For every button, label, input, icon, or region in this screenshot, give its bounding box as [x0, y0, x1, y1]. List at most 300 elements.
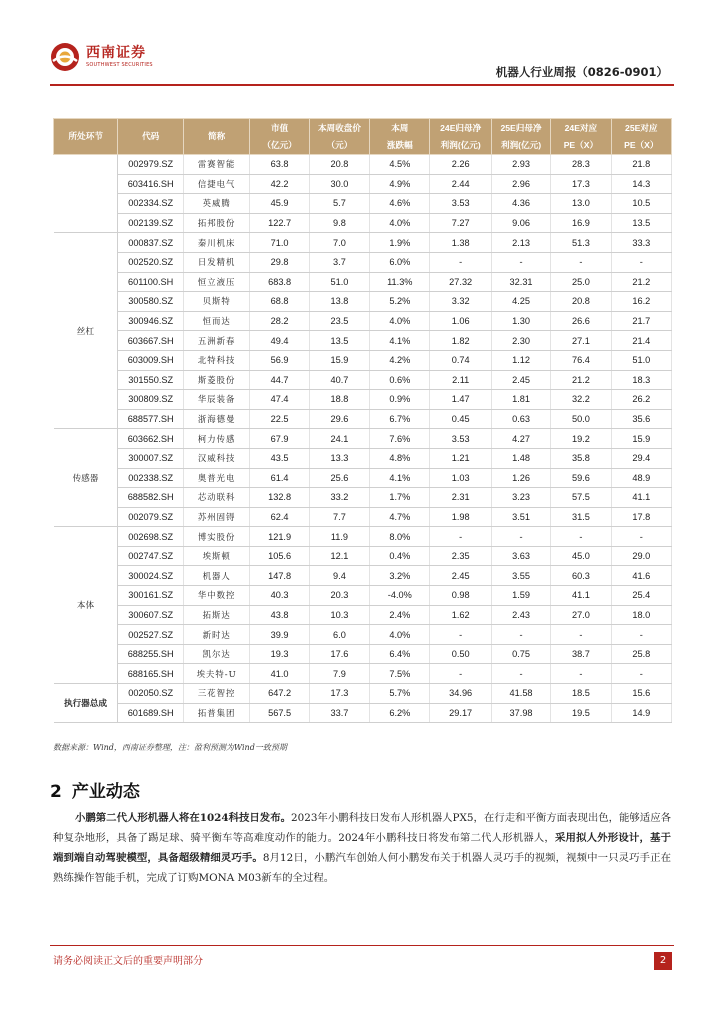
value-cell: 2.26: [430, 155, 491, 175]
table-row: [54, 272, 672, 292]
value-cell: 41.0: [250, 664, 309, 684]
value-cell: 1.30: [491, 311, 550, 331]
value-cell: 34.96: [430, 684, 491, 704]
column-header-line: PE（X）: [624, 139, 659, 150]
stock-code-cell: 002079.SZ: [118, 507, 183, 527]
value-cell: 0.74: [430, 350, 491, 370]
column-header: [309, 119, 369, 155]
value-cell: 29.8: [250, 252, 309, 272]
value-cell: 11.9: [309, 527, 369, 547]
stock-code-cell: 300024.SZ: [118, 566, 183, 586]
value-cell: 20.3: [309, 586, 369, 606]
value-cell: 7.9: [309, 664, 369, 684]
value-cell: 51.0: [611, 350, 671, 370]
value-cell: 18.3: [611, 370, 671, 390]
stock-code-cell: 688165.SH: [118, 664, 183, 684]
column-header: [183, 119, 250, 155]
value-cell: 10.5: [611, 194, 671, 214]
value-cell: -: [611, 252, 671, 272]
column-header-line: 本周收盘价: [317, 122, 361, 133]
value-cell: 3.7: [309, 252, 369, 272]
stock-name-cell: 拓邦股份: [183, 213, 250, 233]
value-cell: 5.7%: [370, 684, 430, 704]
column-header: [118, 119, 183, 155]
column-header: [370, 119, 430, 155]
value-cell: 647.2: [250, 684, 309, 704]
value-cell: 25.6: [309, 468, 369, 488]
value-cell: 1.7%: [370, 488, 430, 508]
stock-code-cell: 688255.SH: [118, 644, 183, 664]
value-cell: 49.4: [250, 331, 309, 351]
value-cell: 122.7: [250, 213, 309, 233]
table-row: [54, 605, 672, 625]
value-cell: 29.4: [611, 448, 671, 468]
value-cell: 0.98: [430, 586, 491, 606]
header-divider: [50, 84, 674, 86]
value-cell: 42.2: [250, 174, 309, 194]
table-row: [54, 664, 672, 684]
value-cell: 2.45: [491, 370, 550, 390]
value-cell: 45.9: [250, 194, 309, 214]
value-cell: 15.6: [611, 684, 671, 704]
stock-code-cell: 000837.SZ: [118, 233, 183, 253]
value-cell: 28.3: [551, 155, 611, 175]
stock-name-cell: 奥普光电: [183, 468, 250, 488]
stock-code-cell: 603009.SH: [118, 350, 183, 370]
value-cell: 19.3: [250, 644, 309, 664]
logo-chinese-name: 西南证券: [86, 45, 146, 61]
value-cell: 2.31: [430, 488, 491, 508]
value-cell: 29.17: [430, 703, 491, 723]
table-row: [54, 252, 672, 272]
stock-code-cell: 601689.SH: [118, 703, 183, 723]
stock-name-cell: 华中数控: [183, 586, 250, 606]
value-cell: 1.21: [430, 448, 491, 468]
stock-name-cell: 埃夫特-U: [183, 664, 250, 684]
value-cell: 3.53: [430, 194, 491, 214]
value-cell: 15.9: [611, 429, 671, 449]
segment-cell: 传感器: [54, 429, 118, 527]
value-cell: 0.4%: [370, 546, 430, 566]
stock-name-cell: 浙海德曼: [183, 409, 250, 429]
table-row: [54, 644, 672, 664]
stock-name-cell: 汉威科技: [183, 448, 250, 468]
value-cell: 24.1: [309, 429, 369, 449]
column-header-line: 25E归母净: [500, 122, 542, 133]
value-cell: 63.8: [250, 155, 309, 175]
table-row: [54, 527, 672, 547]
value-cell: 47.4: [250, 390, 309, 410]
stock-name-cell: 恒而达: [183, 311, 250, 331]
value-cell: 4.2%: [370, 350, 430, 370]
stock-name-cell: 拓斯达: [183, 605, 250, 625]
value-cell: -: [551, 625, 611, 645]
value-cell: 1.82: [430, 331, 491, 351]
value-cell: 11.3%: [370, 272, 430, 292]
value-cell: 3.55: [491, 566, 550, 586]
column-header: [551, 119, 611, 155]
table-row: [54, 684, 672, 704]
value-cell: 132.8: [250, 488, 309, 508]
value-cell: 0.9%: [370, 390, 430, 410]
value-cell: -: [551, 252, 611, 272]
value-cell: 1.38: [430, 233, 491, 253]
paragraph-text-1: 2023年小鹏科技日发布人形机器人PX5，在行走和平衡方面表现出色，能够适应各种复杂地形，具备了踢足球、骑平衡车等高难度动作的能力。2024年小鹏科技日将发布第二代人形机器人，: [53, 812, 671, 844]
table-row: [54, 586, 672, 606]
value-cell: 7.0: [309, 233, 369, 253]
value-cell: 13.8: [309, 292, 369, 312]
column-header-line: 代码: [142, 131, 160, 141]
value-cell: 41.58: [491, 684, 550, 704]
value-cell: 1.12: [491, 350, 550, 370]
table-row: [54, 507, 672, 527]
value-cell: 2.96: [491, 174, 550, 194]
value-cell: 51.3: [551, 233, 611, 253]
value-cell: 68.8: [250, 292, 309, 312]
value-cell: 41.1: [611, 488, 671, 508]
value-cell: -: [491, 252, 550, 272]
column-header-line: PE（X）: [563, 139, 599, 150]
value-cell: 21.2: [551, 370, 611, 390]
value-cell: -: [611, 527, 671, 547]
column-header-line: （元）: [326, 139, 353, 150]
value-cell: 17.3: [309, 684, 369, 704]
value-cell: 56.9: [250, 350, 309, 370]
table-row: [54, 429, 672, 449]
value-cell: 50.0: [551, 409, 611, 429]
table-row: [54, 370, 672, 390]
value-cell: 18.0: [611, 605, 671, 625]
stock-code-cell: 002979.SZ: [118, 155, 183, 175]
value-cell: 0.75: [491, 644, 550, 664]
table-row: [54, 390, 672, 410]
value-cell: 1.59: [491, 586, 550, 606]
value-cell: 76.4: [551, 350, 611, 370]
value-cell: 21.2: [611, 272, 671, 292]
stock-name-cell: 英威腾: [183, 194, 250, 214]
value-cell: 40.3: [250, 586, 309, 606]
stock-code-cell: 002139.SZ: [118, 213, 183, 233]
stock-code-cell: 601100.SH: [118, 272, 183, 292]
value-cell: 121.9: [250, 527, 309, 547]
stock-code-cell: 688577.SH: [118, 409, 183, 429]
value-cell: 7.5%: [370, 664, 430, 684]
stock-name-cell: 柯力传感: [183, 429, 250, 449]
value-cell: 62.4: [250, 507, 309, 527]
value-cell: -: [611, 664, 671, 684]
section-heading: [50, 777, 140, 802]
stock-code-cell: 002527.SZ: [118, 625, 183, 645]
value-cell: 2.43: [491, 605, 550, 625]
disclaimer-note: 请务必阅读正文后的重要声明部分: [53, 956, 203, 967]
value-cell: 26.2: [611, 390, 671, 410]
value-cell: 21.4: [611, 331, 671, 351]
value-cell: -: [491, 527, 550, 547]
value-cell: 2.45: [430, 566, 491, 586]
stock-name-cell: 北特科技: [183, 350, 250, 370]
stock-code-cell: 300007.SZ: [118, 448, 183, 468]
column-header: [250, 119, 309, 155]
value-cell: 29.6: [309, 409, 369, 429]
value-cell: 4.8%: [370, 448, 430, 468]
paragraph-text-2: 8月12日，小鹏汽车创始人何小鹏发布关于机器人灵巧手的视频，视频中一只灵巧手正在熟练操作智能手机，完成了订购MONA M03新车的全过程。: [53, 852, 671, 884]
stock-name-cell: 华辰装备: [183, 390, 250, 410]
stock-code-cell: 301550.SZ: [118, 370, 183, 390]
table-row: [54, 292, 672, 312]
value-cell: 1.62: [430, 605, 491, 625]
value-cell: 7.6%: [370, 429, 430, 449]
value-cell: 57.5: [551, 488, 611, 508]
value-cell: 4.36: [491, 194, 550, 214]
stock-name-cell: 芯动联科: [183, 488, 250, 508]
value-cell: 3.53: [430, 429, 491, 449]
value-cell: 7.7: [309, 507, 369, 527]
value-cell: 1.03: [430, 468, 491, 488]
value-cell: -: [430, 527, 491, 547]
value-cell: 2.35: [430, 546, 491, 566]
page-number: 2: [654, 952, 672, 970]
column-header: [491, 119, 550, 155]
table-row: [54, 488, 672, 508]
value-cell: 48.9: [611, 468, 671, 488]
value-cell: 1.48: [491, 448, 550, 468]
value-cell: 61.4: [250, 468, 309, 488]
value-cell: 25.0: [551, 272, 611, 292]
value-cell: 14.9: [611, 703, 671, 723]
logo: [50, 42, 153, 72]
value-cell: 15.9: [309, 350, 369, 370]
stock-code-cell: 300161.SZ: [118, 586, 183, 606]
stock-code-cell: 603416.SH: [118, 174, 183, 194]
value-cell: 1.26: [491, 468, 550, 488]
table-row: [54, 566, 672, 586]
stock-name-cell: 信捷电气: [183, 174, 250, 194]
table-row: [54, 468, 672, 488]
column-header: [430, 119, 491, 155]
value-cell: 5.2%: [370, 292, 430, 312]
value-cell: 16.9: [551, 213, 611, 233]
table-row: [54, 625, 672, 645]
value-cell: 567.5: [250, 703, 309, 723]
value-cell: 0.50: [430, 644, 491, 664]
stock-name-cell: 五洲新春: [183, 331, 250, 351]
value-cell: 2.4%: [370, 605, 430, 625]
value-cell: 1.06: [430, 311, 491, 331]
stock-name-cell: 机器人: [183, 566, 250, 586]
value-cell: 1.81: [491, 390, 550, 410]
table-row: [54, 194, 672, 214]
table-row: [54, 546, 672, 566]
table-row: [54, 703, 672, 723]
stock-code-cell: 603667.SH: [118, 331, 183, 351]
section-title: 产业动态: [71, 782, 140, 802]
value-cell: 2.93: [491, 155, 550, 175]
value-cell: 16.2: [611, 292, 671, 312]
value-cell: 4.6%: [370, 194, 430, 214]
paragraph-highlight: 采用拟人外形设计，基于端到端自动驾驶模型，具备超级精细灵巧手。: [53, 832, 671, 864]
value-cell: 7.27: [430, 213, 491, 233]
column-header-line: 市值: [270, 122, 289, 133]
value-cell: 25.4: [611, 586, 671, 606]
value-cell: 25.8: [611, 644, 671, 664]
value-cell: 1.9%: [370, 233, 430, 253]
value-cell: 41.6: [611, 566, 671, 586]
table-row: [54, 448, 672, 468]
stock-code-cell: 002698.SZ: [118, 527, 183, 547]
value-cell: 67.9: [250, 429, 309, 449]
value-cell: -4.0%: [370, 586, 430, 606]
value-cell: 40.7: [309, 370, 369, 390]
value-cell: 6.0%: [370, 252, 430, 272]
southwest-securities-logo-icon: [50, 42, 80, 72]
table-row: [54, 233, 672, 253]
stock-code-cell: 300809.SZ: [118, 390, 183, 410]
segment-cell: 执行器总成: [54, 684, 118, 723]
stock-code-cell: 002520.SZ: [118, 252, 183, 272]
value-cell: 4.5%: [370, 155, 430, 175]
value-cell: 21.7: [611, 311, 671, 331]
stock-code-cell: 300607.SZ: [118, 605, 183, 625]
value-cell: 4.27: [491, 429, 550, 449]
value-cell: 2.30: [491, 331, 550, 351]
value-cell: 27.0: [551, 605, 611, 625]
value-cell: 8.0%: [370, 527, 430, 547]
value-cell: 6.7%: [370, 409, 430, 429]
stock-name-cell: 恒立液压: [183, 272, 250, 292]
value-cell: 147.8: [250, 566, 309, 586]
value-cell: 32.2: [551, 390, 611, 410]
report-title: 机器人行业周报（0826-0901）: [495, 65, 668, 79]
value-cell: 31.5: [551, 507, 611, 527]
value-cell: 32.31: [491, 272, 550, 292]
value-cell: 17.8: [611, 507, 671, 527]
value-cell: 45.0: [551, 546, 611, 566]
column-header-line: 利润(亿元): [500, 139, 542, 150]
stock-name-cell: 新时达: [183, 625, 250, 645]
value-cell: 9.06: [491, 213, 550, 233]
paragraph-lead: 小鹏第二代人形机器人将在1024科技日发布。: [75, 812, 291, 824]
value-cell: -: [491, 664, 550, 684]
value-cell: 20.8: [551, 292, 611, 312]
value-cell: -: [491, 625, 550, 645]
value-cell: 19.2: [551, 429, 611, 449]
column-header-line: 利润(亿元): [440, 139, 481, 150]
value-cell: -: [430, 625, 491, 645]
value-cell: 3.2%: [370, 566, 430, 586]
value-cell: 43.8: [250, 605, 309, 625]
value-cell: 2.44: [430, 174, 491, 194]
value-cell: 4.1%: [370, 468, 430, 488]
value-cell: 1.98: [430, 507, 491, 527]
value-cell: -: [430, 664, 491, 684]
news-paragraph: [53, 808, 671, 888]
value-cell: 27.32: [430, 272, 491, 292]
value-cell: 23.5: [309, 311, 369, 331]
column-header-line: 简称: [208, 131, 226, 141]
value-cell: 3.63: [491, 546, 550, 566]
value-cell: 9.8: [309, 213, 369, 233]
value-cell: 29.0: [611, 546, 671, 566]
column-header-line: 24E对应: [564, 122, 598, 133]
value-cell: 0.63: [491, 409, 550, 429]
stock-name-cell: 博实股份: [183, 527, 250, 547]
value-cell: 2.13: [491, 233, 550, 253]
table-row: [54, 311, 672, 331]
value-cell: 41.1: [551, 586, 611, 606]
stock-name-cell: 贝斯特: [183, 292, 250, 312]
stock-name-cell: 苏州固锝: [183, 507, 250, 527]
column-header-line: （亿元）: [262, 139, 297, 150]
table-row: [54, 174, 672, 194]
stock-code-cell: 603662.SH: [118, 429, 183, 449]
value-cell: 17.3: [551, 174, 611, 194]
stock-name-cell: 雷赛智能: [183, 155, 250, 175]
value-cell: 0.45: [430, 409, 491, 429]
value-cell: 3.51: [491, 507, 550, 527]
column-header-line: 所处环节: [68, 131, 103, 141]
logo-english-name: SOUTHWEST SECURITIES: [86, 62, 153, 68]
value-cell: 22.5: [250, 409, 309, 429]
value-cell: 26.6: [551, 311, 611, 331]
value-cell: 4.25: [491, 292, 550, 312]
table-row: [54, 350, 672, 370]
value-cell: 9.4: [309, 566, 369, 586]
stock-name-cell: 秦川机床: [183, 233, 250, 253]
value-cell: 6.2%: [370, 703, 430, 723]
stock-name-cell: 拓普集团: [183, 703, 250, 723]
value-cell: 3.32: [430, 292, 491, 312]
value-cell: 71.0: [250, 233, 309, 253]
table-row: [54, 409, 672, 429]
value-cell: 4.0%: [370, 213, 430, 233]
value-cell: 4.9%: [370, 174, 430, 194]
value-cell: 60.3: [551, 566, 611, 586]
value-cell: 6.4%: [370, 644, 430, 664]
stock-valuation-table: [53, 118, 672, 723]
value-cell: 4.1%: [370, 331, 430, 351]
value-cell: 33.2: [309, 488, 369, 508]
table-row: [54, 331, 672, 351]
value-cell: 19.5: [551, 703, 611, 723]
stock-code-cell: 002338.SZ: [118, 468, 183, 488]
footer-divider: [50, 945, 674, 946]
value-cell: 59.6: [551, 468, 611, 488]
table-row: [54, 213, 672, 233]
data-source-note: 数据来源：Wind，西南证券整理，注：盈利预测为Wind一致预期: [53, 743, 287, 752]
value-cell: 37.98: [491, 703, 550, 723]
value-cell: 13.3: [309, 448, 369, 468]
value-cell: 4.7%: [370, 507, 430, 527]
value-cell: 39.9: [250, 625, 309, 645]
value-cell: 1.47: [430, 390, 491, 410]
value-cell: 27.1: [551, 331, 611, 351]
table-row: [54, 155, 672, 175]
stock-code-cell: 002747.SZ: [118, 546, 183, 566]
value-cell: 33.7: [309, 703, 369, 723]
table-head: [54, 119, 672, 155]
value-cell: 0.6%: [370, 370, 430, 390]
value-cell: 683.8: [250, 272, 309, 292]
column-header-line: 24E归母净: [440, 122, 482, 133]
value-cell: 30.0: [309, 174, 369, 194]
section-number: 2: [50, 782, 62, 802]
value-cell: 13.5: [611, 213, 671, 233]
value-cell: 105.6: [250, 546, 309, 566]
value-cell: -: [551, 527, 611, 547]
value-cell: 18.8: [309, 390, 369, 410]
value-cell: 6.0: [309, 625, 369, 645]
value-cell: 2.11: [430, 370, 491, 390]
